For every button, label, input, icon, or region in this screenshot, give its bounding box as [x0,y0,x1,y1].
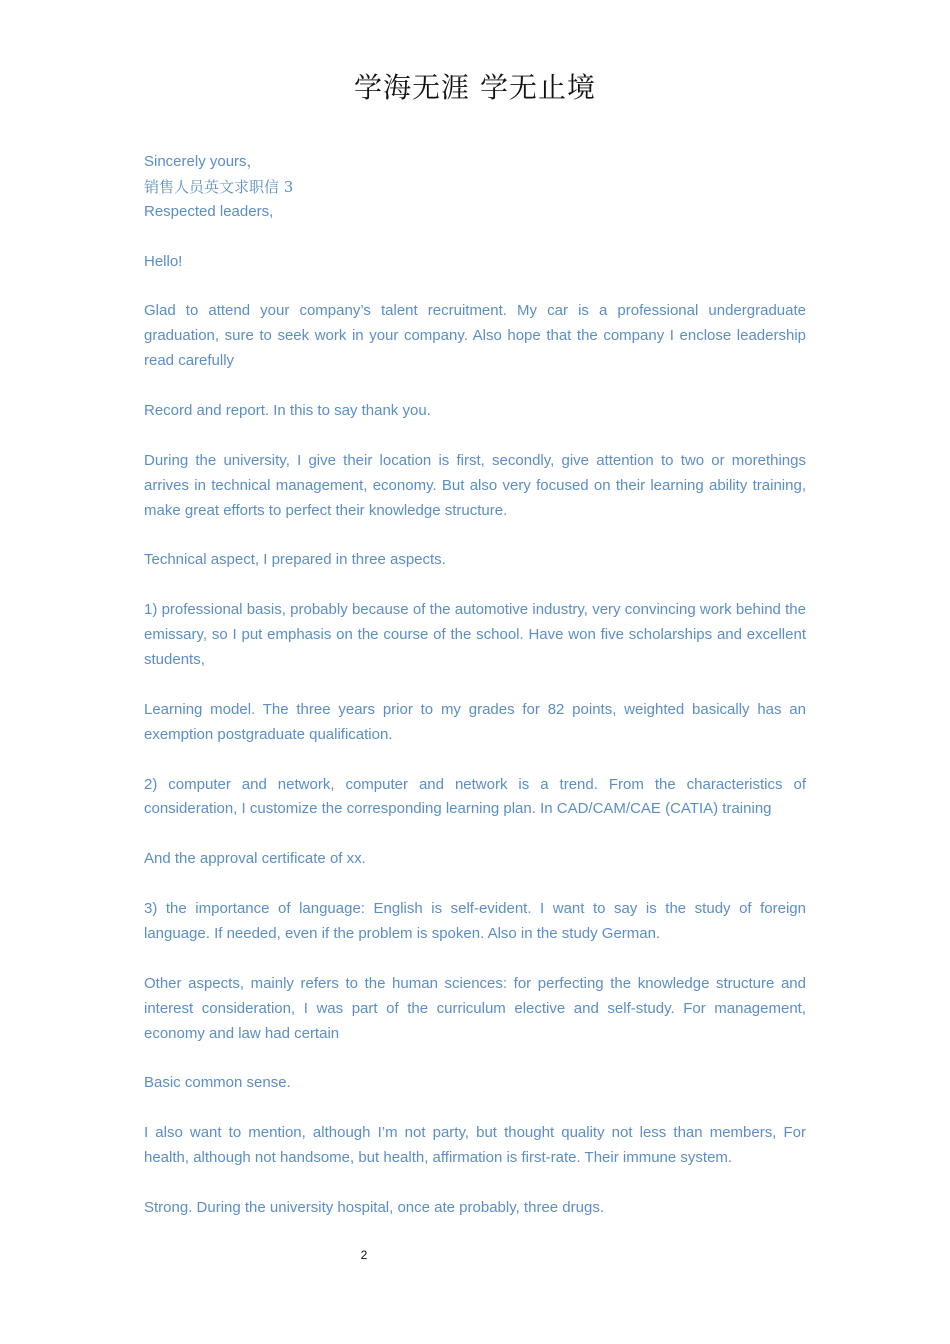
paragraph: 3) the importance of language: English is self-evident. I want to say is the study of foreign language. If needed, even if the problem is spoken. Also in the study German. [144,900,806,942]
paragraph: Glad to attend your company’s talent recruitment. My car is a professional undergraduate graduation, sure to seek work in your company. Also hope that the company I enclose leadership read carefully [144,302,806,370]
paragraph: Other aspects, mainly refers to the human sciences: for perfecting the knowledge structure and interest consideration, I was part of the curriculum elective and self-study. For management, economy and law had certain [144,974,806,1042]
salutation-line: Respected leaders, [144,202,274,220]
letter-subtitle: 销售人员英文求职信 3 [144,177,294,196]
page-number: 2 [360,1248,368,1262]
page-header-title: 学海无涯 学无止境 [354,71,596,104]
paragraph: Basic common sense. [144,1074,291,1092]
paragraph: And the approval certificate of xx. [144,850,366,868]
paragraph: Record and report. In this to say thank you. [144,402,431,420]
closing-line: Sincerely yours， [144,153,262,170]
paragraph: During the university, I give their location is first, secondly, give attention to two or morethings arrives in technical management, economy. But also very focused on their learning ability training, make great efforts to perfect their knowledge structure. [144,451,806,519]
paragraph: Technical aspect, I prepared in three aspects. [144,551,446,569]
paragraph: Strong. During the university hospital, once ate probably, three drugs. [144,1198,604,1216]
paragraph: I also want to mention, although I’m not party, but thought quality not less than members, For health, although not handsome, but health, affirmation is first-rate. Their immune system. [144,1124,806,1167]
paragraph: Learning model. The three years prior to my grades for 82 points, weighted basically has an exemption postgraduate qualification. [144,700,806,743]
letter-body [144,150,806,1221]
greeting-line: Hello! [144,252,183,270]
paragraph: 2) computer and network, computer and network is a trend. From the characteristics of consideration, I customize the corresponding learning plan. In CAD/CAM/CAE (CATIA) training [144,775,806,818]
paragraph: 1) professional basis, probably because of the automotive industry, very convincing work behind the emissary, so I put emphasis on the course of the school. Have won five scholarships and excellent students, [144,601,806,669]
